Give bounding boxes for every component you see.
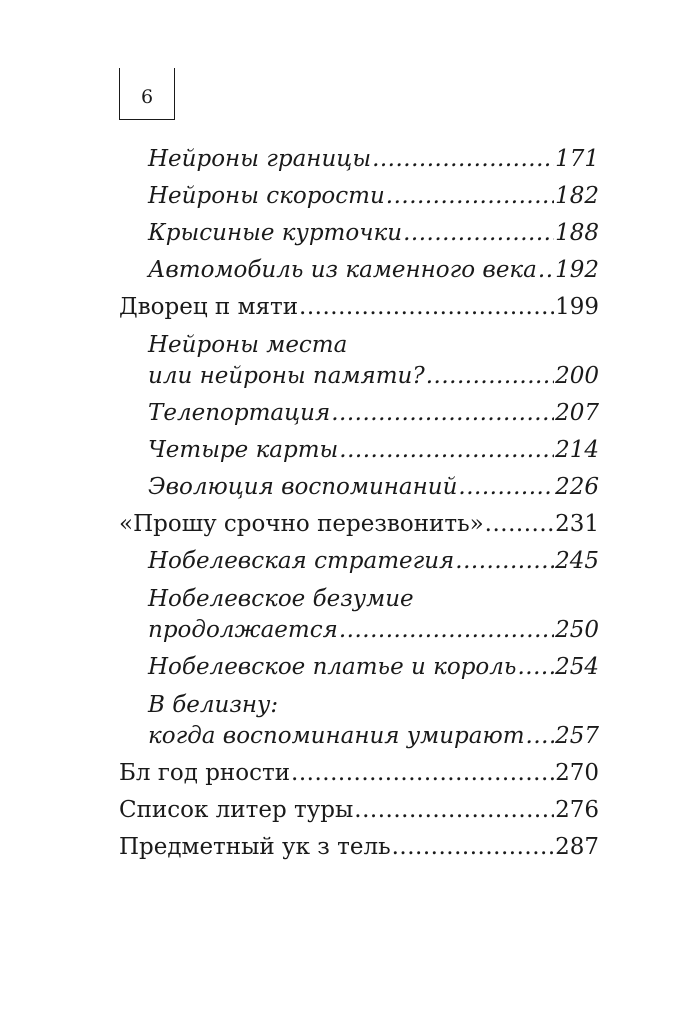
toc-entry-title: Автомобиль из каменного века [148,257,537,283]
toc-entry[interactable] [148,255,599,285]
toc-entry-page: 200 [555,363,599,389]
toc-leader-dots [291,758,554,788]
toc-entry-page: 245 [555,548,599,574]
toc-leader-dots [458,472,554,502]
toc-entry-page: 257 [555,723,599,749]
toc-entry[interactable] [148,361,599,391]
toc-chapter-page: 270 [555,760,599,786]
toc-leader-dots [299,292,554,322]
toc-entry[interactable] [148,435,599,465]
page-number-box [119,68,175,120]
toc-entry[interactable] [148,652,599,682]
toc-entry-title: продолжается [148,617,338,643]
toc-leader-dots [339,435,554,465]
toc-leader-dots [526,721,555,751]
toc-chapter-title: Дворец п мяти [119,294,299,320]
toc-leader-dots [455,546,554,576]
toc-leader-dots [354,795,554,825]
toc-chapter[interactable] [119,758,599,788]
toc-entry-title-line1: В белизну: [148,692,279,718]
toc-entry-page: 207 [555,400,599,426]
toc-chapter[interactable] [119,795,599,825]
toc-chapter-title: Предметный ук з тель [119,834,391,860]
toc-leader-dots [331,398,554,428]
toc-leader-dots [485,509,554,539]
toc-entry[interactable] [148,546,599,576]
toc-chapter-page: 276 [555,797,599,823]
toc-entry-title: Нейроны границы [148,146,372,172]
toc-entry[interactable] [148,472,599,502]
toc-entry-page: 214 [555,437,599,463]
toc-chapter-page: 199 [555,294,599,320]
toc-entry-title: когда воспоминания умирают [148,723,525,749]
toc-entry-page: 226 [555,474,599,500]
toc-entry-title: Нейроны скорости [148,183,385,209]
toc-entry-title: Телепортация [148,400,331,426]
toc-chapter[interactable] [119,292,599,322]
toc-entry-title: Крысиные курточки [148,220,403,246]
toc-chapter-page: 287 [555,834,599,860]
toc-entry-page: 188 [555,220,599,246]
toc-leader-dots [339,615,554,645]
toc-entry[interactable] [148,218,599,248]
toc-entry-page: 250 [555,617,599,643]
toc-entry-title: Эволюция воспоминаний [148,474,458,500]
toc-entry[interactable] [148,721,599,751]
toc-entry-title: Нобелевское платье и король [148,654,517,680]
toc-entry-title: Нобелевская стратегия [148,548,455,574]
toc-chapter-title: Список литер туры [119,797,354,823]
toc-entry-page: 254 [555,654,599,680]
toc-chapter-title: Бл год рности [119,760,291,786]
toc-chapter-title: «Прошу срочно перезвонить» [119,511,484,537]
page-number: 6 [140,86,154,108]
toc-entry[interactable] [148,398,599,428]
toc-leader-dots [517,652,554,682]
toc-leader-dots [392,832,554,862]
toc-entry[interactable] [148,615,599,645]
toc-chapter[interactable] [119,509,599,539]
toc-entry-page: 171 [555,146,599,172]
toc-entry[interactable] [148,144,599,174]
toc-chapter-page: 231 [555,511,599,537]
toc-entry-title-line1: Нобелевское безумие [148,586,414,612]
toc-leader-dots [538,255,554,285]
toc-leader-dots [372,144,554,174]
toc-entry[interactable] [148,181,599,211]
toc-entry-title: или нейроны памяти? [148,363,425,389]
toc-entry-title-line1: Нейроны места [148,332,348,358]
toc-leader-dots [386,181,554,211]
toc-leader-dots [403,218,554,248]
toc-leader-dots [426,361,554,391]
toc-entry-page: 182 [555,183,599,209]
toc-entry-page: 192 [555,257,599,283]
toc-chapter[interactable] [119,832,599,862]
toc-entry-title: Четыре карты [148,437,339,463]
